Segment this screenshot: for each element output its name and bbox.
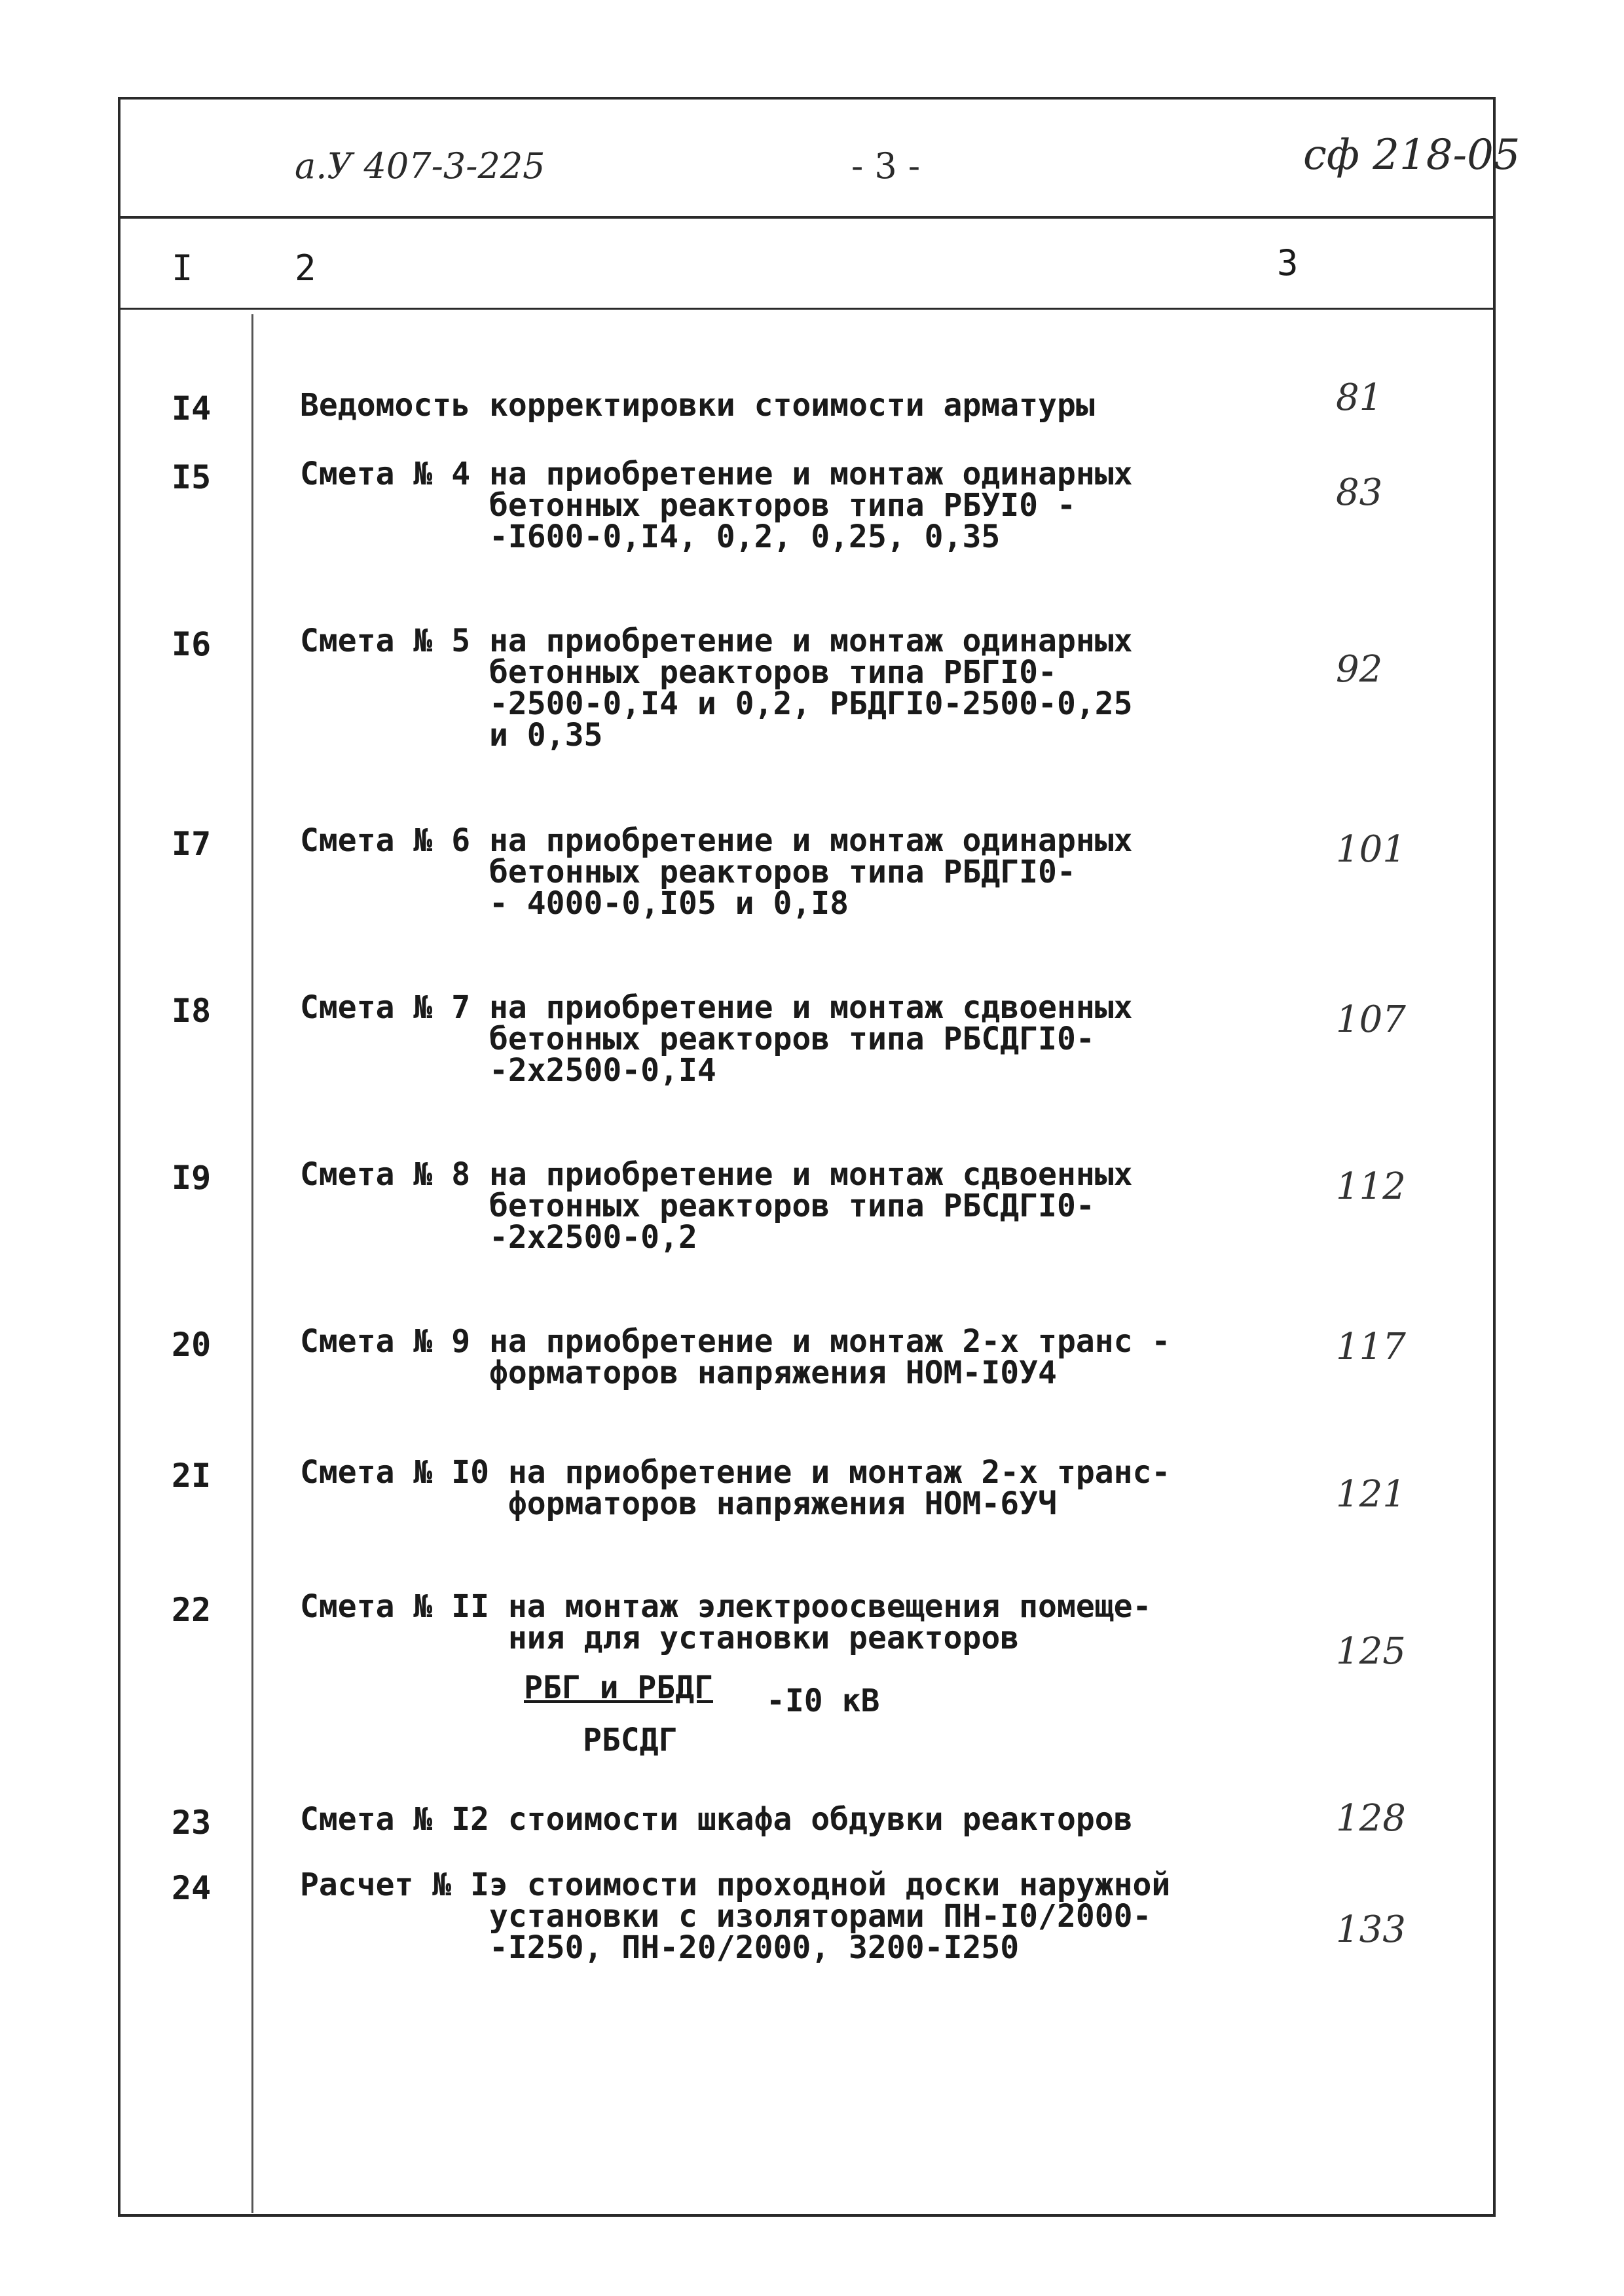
item-number: 23 bbox=[172, 1804, 212, 1842]
item-text: Смета № 7 на приобретение и монтаж сдвоенных бетонных реакторов типа РБСДГI0- -2х2500-0,I4 bbox=[300, 989, 1133, 1089]
document-code: а.У 407-3-225 bbox=[295, 145, 545, 187]
item-number: I5 bbox=[172, 458, 212, 496]
item-number: 20 bbox=[172, 1326, 212, 1364]
item-page: 112 bbox=[1336, 1165, 1406, 1208]
item-page: 83 bbox=[1336, 471, 1383, 514]
item-page: 107 bbox=[1336, 998, 1406, 1041]
column-header-divider bbox=[118, 308, 1496, 310]
column-header-3: 3 bbox=[1277, 242, 1299, 283]
item-number: I4 bbox=[172, 390, 212, 428]
sheet-code: сф 218-05 bbox=[1303, 131, 1521, 179]
item-text: Смета № 6 на приобретение и монтаж одинарных бетонных реакторов типа РБДГI0- - 4000-0,I05 и 0,I8 bbox=[300, 822, 1133, 922]
item-text: Расчет № Iэ стоимости проходной доски наружной установки с изоляторами ПН-I0/2000- -I250, ПН-20/2000, 3200-I250 bbox=[300, 1867, 1171, 1966]
item-text: Смета № 5 на приобретение и монтаж одинарных бетонных реакторов типа РБГI0- -2500-0,I4 и 0,2, РБДГI0-2500-0,25 и 0,35 bbox=[300, 623, 1133, 754]
item-page: 121 bbox=[1336, 1473, 1406, 1516]
item-number: I6 bbox=[172, 625, 212, 663]
item-number: I7 bbox=[172, 825, 212, 863]
item-text: Смета № 8 на приобретение и монтаж сдвоенных бетонных реакторов типа РБСДГI0- -2х2500-0,2 bbox=[300, 1156, 1133, 1256]
item-page: 125 bbox=[1336, 1630, 1406, 1673]
item-number: I9 bbox=[172, 1159, 212, 1197]
page-number-marker: - 3 - bbox=[851, 145, 921, 187]
reactor-type-fraction-bottom: РБСДГ bbox=[583, 1722, 678, 1758]
item-number: 2I bbox=[172, 1457, 212, 1495]
item-text: Смета № 9 на приобретение и монтаж 2-х транс - форматоров напряжения НОМ-I0У4 bbox=[300, 1323, 1171, 1391]
reactor-type-fraction-top: РБГ и РБДГ bbox=[524, 1669, 713, 1706]
item-page: 133 bbox=[1336, 1908, 1406, 1951]
item-page: 92 bbox=[1336, 648, 1383, 691]
item-page: 117 bbox=[1336, 1326, 1406, 1368]
column-header-2: 2 bbox=[295, 247, 316, 289]
item-number: 24 bbox=[172, 1869, 212, 1907]
item-text: Смета № I0 на приобретение и монтаж 2-х транс- форматоров напряжения НОМ-6УЧ bbox=[300, 1454, 1171, 1522]
item-text: Ведомость корректировки стоимости арматуры bbox=[300, 387, 1095, 424]
item-page: 128 bbox=[1336, 1797, 1406, 1840]
header-divider bbox=[118, 216, 1496, 219]
voltage-suffix: -I0 кВ bbox=[766, 1683, 880, 1719]
item-number: I8 bbox=[172, 992, 212, 1030]
item-number: 22 bbox=[172, 1591, 212, 1629]
item-page: 101 bbox=[1336, 828, 1406, 871]
column-divider bbox=[251, 314, 253, 2213]
item-page: 81 bbox=[1336, 376, 1383, 419]
item-text: Смета № 4 на приобретение и монтаж одинарных бетонных реакторов типа РБУI0 - -I600-0,I4, 0,2, 0,25, 0,35 bbox=[300, 456, 1133, 555]
item-text: Смета № II на монтаж электроосвещения помеще- ния для установки реакторов bbox=[300, 1588, 1152, 1656]
column-header-1: I bbox=[172, 247, 193, 289]
item-text: Смета № I2 стоимости шкафа обдувки реакторов bbox=[300, 1801, 1133, 1838]
